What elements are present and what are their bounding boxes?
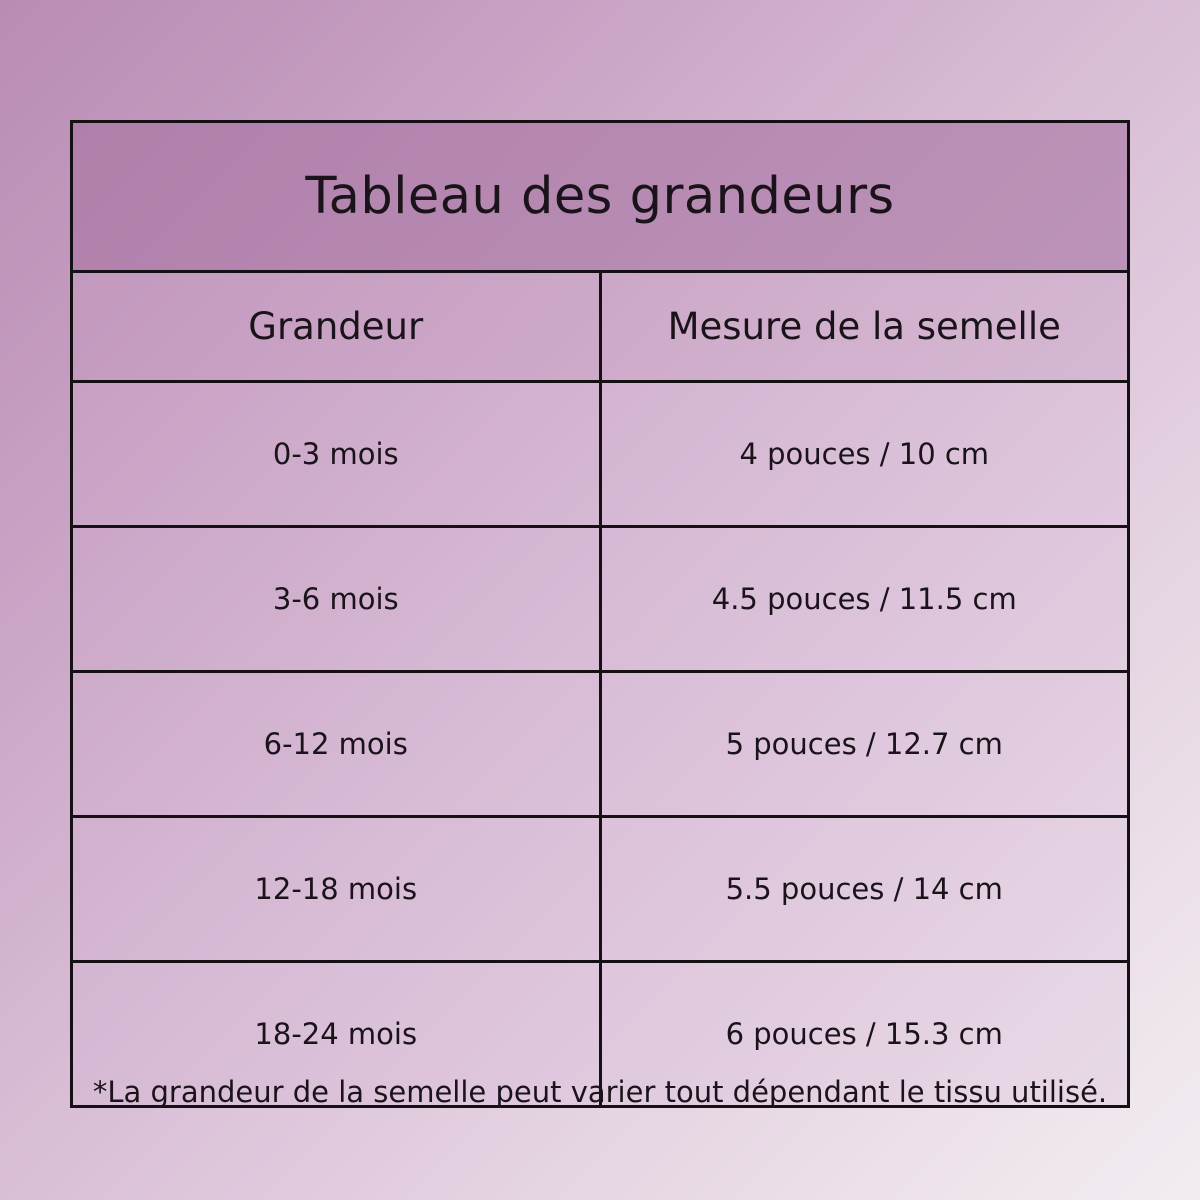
size-chart-table (70, 120, 1130, 1108)
cell-size: 3-6 mois (72, 527, 601, 672)
cell-measure: 6 pouces / 15.3 cm (600, 962, 1129, 1107)
cell-size: 0-3 mois (72, 382, 601, 527)
cell-measure: 4.5 pouces / 11.5 cm (600, 527, 1129, 672)
footnote-text: *La grandeur de la semelle peut varier tout dépendant le tissu utilisé. (92, 1075, 1108, 1109)
table-title-row (72, 122, 1129, 272)
table-row (72, 817, 1129, 962)
cell-measure: 5.5 pouces / 14 cm (600, 817, 1129, 962)
column-header-measure: Mesure de la semelle (600, 272, 1129, 382)
table-row (72, 527, 1129, 672)
page-title: Tableau des grandeurs (72, 122, 1129, 272)
table-row (72, 382, 1129, 527)
cell-size: 6-12 mois (72, 672, 601, 817)
table-row (72, 672, 1129, 817)
cell-size: 12-18 mois (72, 817, 601, 962)
cell-measure: 5 pouces / 12.7 cm (600, 672, 1129, 817)
column-header-size: Grandeur (72, 272, 601, 382)
table-header-row (72, 272, 1129, 382)
size-chart-container (70, 120, 1130, 1108)
cell-measure: 4 pouces / 10 cm (600, 382, 1129, 527)
cell-size: 18-24 mois (72, 962, 601, 1107)
